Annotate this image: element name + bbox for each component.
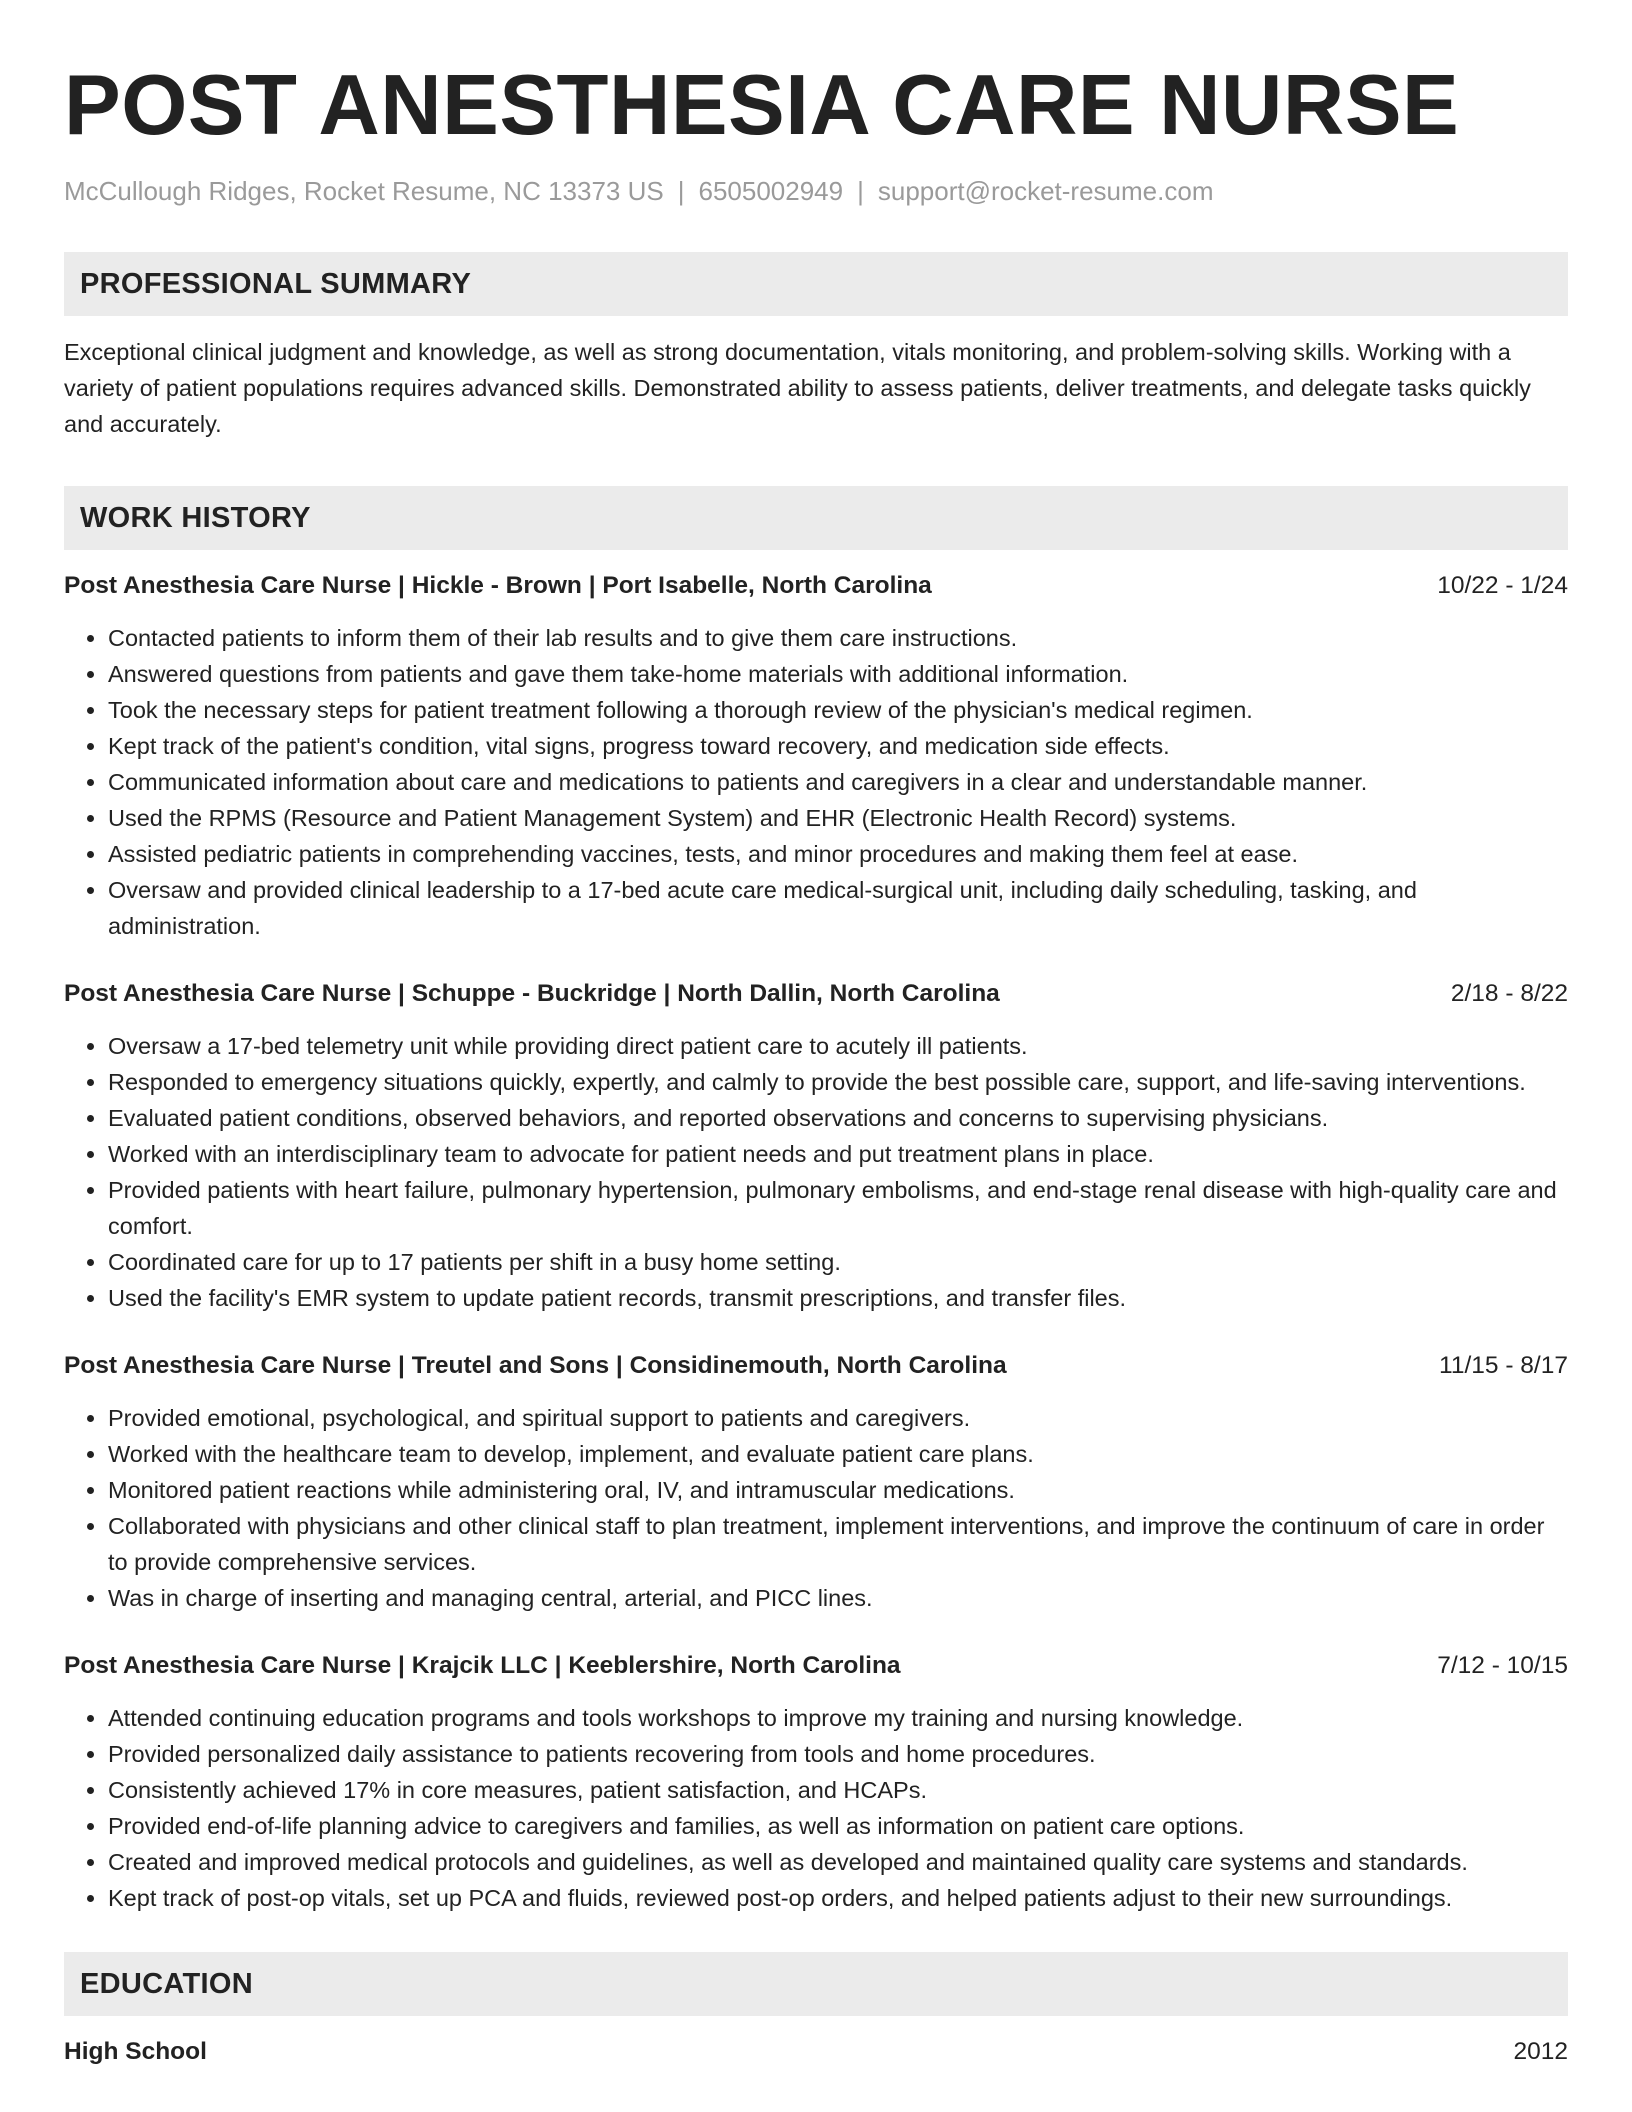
- work-history-list: [64, 568, 1568, 1916]
- job-bullet: • Attended continuing education programs and tools workshops to improve my training and nursing knowledge.: [108, 1700, 1568, 1736]
- job-dates: 7/12 - 10/15: [1437, 1652, 1568, 1679]
- job-bullet: • Provided emotional, psychological, and spiritual support to patients and caregivers.: [108, 1400, 1568, 1436]
- job-bullet: • Oversaw a 17-bed telemetry unit while providing direct patient care to acutely ill patients.: [108, 1028, 1568, 1064]
- job-bullet: • Collaborated with physicians and other clinical staff to plan treatment, implement interventions, and improve the continuum of care in order to provide comprehensive services.: [108, 1508, 1568, 1580]
- job-bullet: • Answered questions from patients and gave them take-home materials with additional information.: [108, 656, 1568, 692]
- job-bullet: • Responded to emergency situations quickly, expertly, and calmly to provide the best possible care, support, and life-saving interventions.: [108, 1064, 1568, 1100]
- job-bullet: • Used the RPMS (Resource and Patient Management System) and EHR (Electronic Health Record) systems.: [108, 800, 1568, 836]
- job-title: Post Anesthesia Care Nurse | Treutel and Sons | Considinemouth, North Carolina: [64, 1352, 1007, 1379]
- job-bullet: • Provided personalized daily assistance to patients recovering from tools and home procedures.: [108, 1736, 1568, 1772]
- job-bullet-list: [64, 620, 1568, 944]
- candidate-title: POST ANESTHESIA CARE NURSE: [64, 58, 1460, 153]
- section-header-education: EDUCATION: [64, 1952, 1568, 2016]
- job-dates: 2/18 - 8/22: [1450, 980, 1568, 1007]
- education-year: 2012: [1513, 2038, 1568, 2065]
- contact-phone: 6505002949: [698, 176, 844, 206]
- job-bullet: • Monitored patient reactions while administering oral, IV, and intramuscular medications.: [108, 1472, 1568, 1508]
- job-bullet: • Worked with an interdisciplinary team to advocate for patient needs and put treatment plans in place.: [108, 1136, 1568, 1172]
- contact-separator: |: [677, 176, 685, 206]
- contact-address: McCullough Ridges, Rocket Resume, NC 13373 US: [64, 176, 664, 206]
- job-bullet: • Provided end-of-life planning advice to caregivers and families, as well as information on patient care options.: [108, 1808, 1568, 1844]
- contact-separator: |: [857, 176, 864, 206]
- job-bullet-list: [64, 1700, 1568, 1916]
- job-title: Post Anesthesia Care Nurse | Hickle - Brown | Port Isabelle, North Carolina: [64, 572, 932, 599]
- job-header: [64, 568, 1568, 604]
- job-bullet: • Kept track of post-op vitals, set up PCA and fluids, reviewed post-op orders, and helped patients adjust to their new surroundings.: [108, 1880, 1568, 1916]
- education-entry: [64, 2034, 1568, 2070]
- contact-email: support@rocket-resume.com: [877, 176, 1214, 206]
- job-bullet: • Coordinated care for up to 17 patients per shift in a busy home setting.: [108, 1244, 1568, 1280]
- job-entry: [64, 568, 1568, 944]
- job-bullet: • Consistently achieved 17% in core measures, patient satisfaction, and HCAPs.: [108, 1772, 1568, 1808]
- job-bullet: • Oversaw and provided clinical leadership to a 17-bed acute care medical-surgical unit, including daily scheduling, tasking, and administration.: [108, 872, 1568, 944]
- job-bullet: • Contacted patients to inform them of their lab results and to give them care instructions.: [108, 620, 1568, 656]
- section-header-summary: PROFESSIONAL SUMMARY: [64, 252, 1568, 316]
- job-bullet: • Took the necessary steps for patient treatment following a thorough review of the physician's medical regimen.: [108, 692, 1568, 728]
- job-bullet: • Assisted pediatric patients in comprehending vaccines, tests, and minor procedures and making them feel at ease.: [108, 836, 1568, 872]
- job-bullet-list: [64, 1028, 1568, 1316]
- job-bullet: • Was in charge of inserting and managing central, arterial, and PICC lines.: [108, 1580, 1568, 1616]
- job-title: Post Anesthesia Care Nurse | Krajcik LLC | Keeblershire, North Carolina: [64, 1652, 901, 1679]
- job-entry: [64, 1348, 1568, 1616]
- job-dates: 11/15 - 8/17: [1439, 1352, 1568, 1379]
- job-bullet: • Evaluated patient conditions, observed behaviors, and reported observations and concerns to supervising physicians.: [108, 1100, 1568, 1136]
- job-header: [64, 1648, 1568, 1684]
- job-dates: 10/22 - 1/24: [1437, 572, 1568, 599]
- job-bullet: • Used the facility's EMR system to update patient records, transmit prescriptions, and transfer files.: [108, 1280, 1568, 1316]
- job-bullet-list: [64, 1400, 1568, 1616]
- job-entry: [64, 976, 1568, 1316]
- job-bullet: • Worked with the healthcare team to develop, implement, and evaluate patient care plans.: [108, 1436, 1568, 1472]
- job-bullet: • Provided patients with heart failure, pulmonary hypertension, pulmonary embolisms, and end-stage renal disease with high-quality care and comfort.: [108, 1172, 1568, 1244]
- job-bullet: • Communicated information about care and medications to patients and caregivers in a clear and understandable manner.: [108, 764, 1568, 800]
- job-entry: [64, 1648, 1568, 1916]
- contact-line: [64, 174, 1568, 208]
- job-title: Post Anesthesia Care Nurse | Schuppe - Buckridge | North Dallin, North Carolina: [64, 980, 1000, 1007]
- section-header-work-history: WORK HISTORY: [64, 486, 1568, 550]
- education-title: High School: [64, 2038, 207, 2065]
- job-bullet: • Kept track of the patient's condition, vital signs, progress toward recovery, and medication side effects.: [108, 728, 1568, 764]
- education-list: [64, 2034, 1568, 2070]
- summary-text: Exceptional clinical judgment and knowledge, as well as strong documentation, vitals monitoring, and problem-solving skills. Working with a variety of patient populations requires advanced skills. Demonstrated ability to assess patients, deliver treatments, and delegate tasks quickly and accurately.: [64, 339, 1531, 437]
- job-header: [64, 976, 1568, 1012]
- job-bullet: • Created and improved medical protocols and guidelines, as well as developed and maintained quality care systems and standards.: [108, 1844, 1568, 1880]
- job-header: [64, 1348, 1568, 1384]
